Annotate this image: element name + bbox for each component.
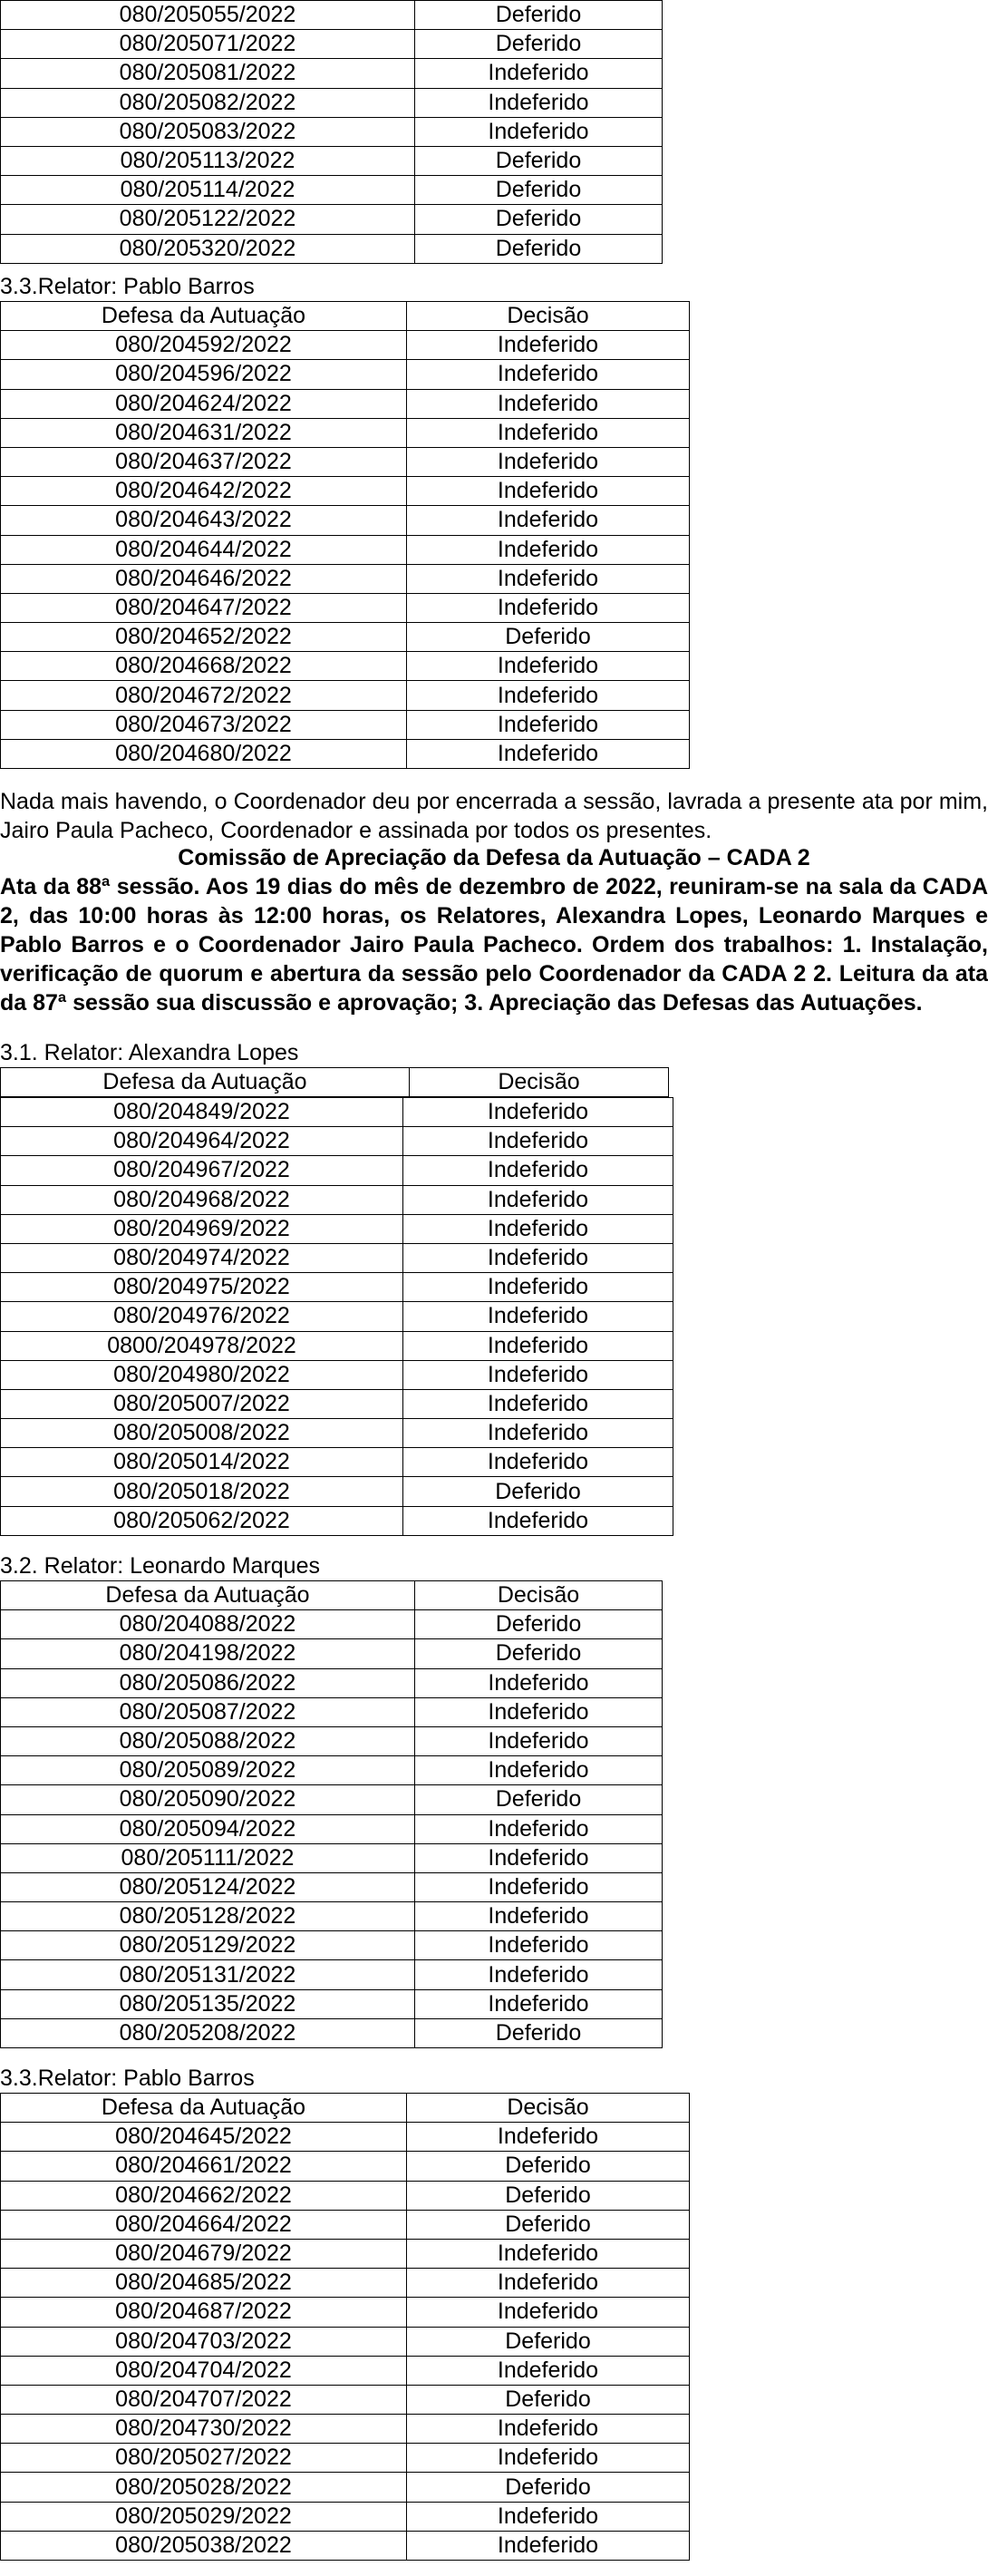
table-row [1,1331,673,1360]
cell-decisao: Indeferido [415,1872,663,1901]
cell-decisao: Deferido [415,2018,663,2047]
table-header-row [1,1581,663,1610]
cell-defesa-number: 080/205029/2022 [1,2502,407,2531]
cell-defesa-number: 080/205122/2022 [1,205,415,234]
cell-defesa-number: 080/205007/2022 [1,1389,403,1418]
cell-decisao: Indeferido [407,477,690,506]
cell-decisao: Indeferido [407,739,690,768]
table-row [1,1098,673,1127]
decision-table-leonardo-marques [0,1580,663,2048]
cell-defesa-number: 080/205124/2022 [1,1872,415,1901]
cell-defesa-number: 080/205111/2022 [1,1843,415,1872]
cell-decisao: Deferido [407,2473,690,2502]
cell-defesa-number: 080/204642/2022 [1,477,407,506]
table-row [1,1756,663,1785]
cell-defesa-number: 080/204592/2022 [1,331,407,360]
table-row [1,1389,673,1418]
table-row [1,205,663,234]
cell-defesa-number: 080/205028/2022 [1,2473,407,2502]
table-row [1,1989,663,2018]
cell-defesa-number: 080/204685/2022 [1,2269,407,2298]
cell-defesa-number: 080/205090/2022 [1,1785,415,1814]
cell-defesa-number: 080/204672/2022 [1,681,407,710]
table-row [1,2444,690,2473]
cell-decisao: Indeferido [407,535,690,564]
cell-decisao: Indeferido [403,1360,673,1389]
cell-defesa-number: 080/204704/2022 [1,2356,407,2385]
column-header-defesa: Defesa da Autuação [1,1068,410,1097]
cell-defesa-number: 080/205114/2022 [1,176,415,205]
table-header-row [1,302,690,331]
cell-defesa-number: 080/204673/2022 [1,710,407,739]
table-row [1,564,690,593]
cell-decisao: Indeferido [415,1989,663,2018]
cell-decisao: Indeferido [407,418,690,447]
cell-decisao: Indeferido [403,1243,673,1272]
table-header-row [1,1068,669,1097]
cell-defesa-number: 080/205055/2022 [1,1,415,30]
cell-decisao: Indeferido [407,2444,690,2473]
table-row [1,88,663,117]
table-row [1,1,663,30]
cell-defesa-number: 080/204975/2022 [1,1273,403,1302]
relator-heading-alexandra-lopes: 3.1. Relator: Alexandra Lopes [0,1040,299,1065]
cell-defesa-number: 080/205038/2022 [1,2531,407,2560]
table-row [1,681,690,710]
table-row [1,2018,663,2047]
cell-defesa-number: 080/205088/2022 [1,1726,415,1755]
cell-decisao: Indeferido [407,447,690,476]
table-row [1,477,690,506]
table-row [1,418,690,447]
cell-defesa-number: 080/204703/2022 [1,2327,407,2356]
table-row [1,2502,690,2531]
cell-decisao: Deferido [407,2385,690,2414]
cell-decisao: Indeferido [415,1668,663,1697]
cell-defesa-number: 080/205131/2022 [1,1960,415,1989]
cell-defesa-number: 080/204643/2022 [1,506,407,535]
cell-defesa-number: 080/204647/2022 [1,593,407,622]
cell-defesa-number: 080/204687/2022 [1,2298,407,2327]
cell-defesa-number: 080/204637/2022 [1,447,407,476]
cell-decisao: Indeferido [415,1756,663,1785]
cell-decisao: Indeferido [415,117,663,146]
cell-decisao: Indeferido [415,1931,663,1960]
cell-decisao: Deferido [407,2210,690,2239]
cell-defesa-number: 080/205018/2022 [1,1477,403,1506]
decision-table-pablo-barros-1 [0,301,690,769]
table-row [1,623,690,652]
cell-defesa-number: 080/204974/2022 [1,1243,403,1272]
cell-defesa-number: 080/205062/2022 [1,1506,403,1535]
cell-decisao: Deferido [415,30,663,59]
cell-defesa-number: 080/204662/2022 [1,2181,407,2210]
table-row [1,2473,690,2502]
cell-decisao: Indeferido [403,1273,673,1302]
cell-defesa-number: 080/205027/2022 [1,2444,407,2473]
cell-decisao: Indeferido [407,564,690,593]
cell-decisao: Deferido [415,1,663,30]
cell-defesa-number: 080/205208/2022 [1,2018,415,2047]
cell-defesa-number: 080/204088/2022 [1,1610,415,1639]
table-row [1,2152,690,2181]
table-row [1,1931,663,1960]
table-row [1,2269,690,2298]
closing-paragraph: Nada mais havendo, o Coordenador deu por encerrada a sessão, lavrada a presente ata por mim, Jairo Paula Pacheco, Coordenador e assinada por todos os presentes. [0,789,988,843]
relator-heading-pablo-barros-1: 3.3.Relator: Pablo Barros [0,274,255,299]
cell-defesa-number: 080/205094/2022 [1,1814,415,1843]
cell-defesa-number: 080/204596/2022 [1,360,407,389]
cell-defesa-number: 080/205086/2022 [1,1668,415,1697]
cell-defesa-number: 0800/204978/2022 [1,1331,403,1360]
cell-decisao: Indeferido [407,2239,690,2268]
table-row [1,176,663,205]
cell-defesa-number: 080/204644/2022 [1,535,407,564]
cell-decisao: Indeferido [403,1419,673,1448]
cell-defesa-number: 080/205113/2022 [1,146,415,175]
cell-defesa-number: 080/204980/2022 [1,1360,403,1389]
decision-table-header-alexandra-lopes [0,1067,669,1097]
cell-decisao: Deferido [415,1639,663,1668]
table-row [1,2415,690,2444]
cell-defesa-number: 080/204968/2022 [1,1185,403,1214]
cell-decisao: Deferido [407,2327,690,2356]
decision-table-pablo-barros-2 [0,2093,690,2561]
table-row [1,331,690,360]
table-row [1,1273,673,1302]
table-row [1,1697,663,1726]
cell-decisao: Indeferido [415,1697,663,1726]
table-row [1,652,690,681]
table-row [1,1156,673,1185]
table-row [1,1185,673,1214]
cell-decisao: Deferido [407,623,690,652]
cell-decisao: Indeferido [403,1156,673,1185]
cell-defesa-number: 080/205135/2022 [1,1989,415,2018]
cell-decisao: Indeferido [407,593,690,622]
column-header-defesa: Defesa da Autuação [1,302,407,331]
cell-defesa-number: 080/204707/2022 [1,2385,407,2414]
cell-defesa-number: 080/204680/2022 [1,739,407,768]
cell-decisao: Indeferido [407,2356,690,2385]
table-row [1,234,663,263]
cell-decisao: Deferido [407,2152,690,2181]
cell-decisao: Indeferido [403,1389,673,1418]
cell-decisao: Indeferido [415,1960,663,1989]
cell-decisao: Indeferido [415,1843,663,1872]
cell-defesa-number: 080/205008/2022 [1,1419,403,1448]
cell-defesa-number: 080/205128/2022 [1,1902,415,1931]
cell-decisao: Indeferido [407,360,690,389]
cell-decisao: Indeferido [415,1902,663,1931]
cell-defesa-number: 080/205320/2022 [1,234,415,263]
cell-decisao: Deferido [415,234,663,263]
table-row [1,1419,673,1448]
table-row [1,146,663,175]
cell-defesa-number: 080/205089/2022 [1,1756,415,1785]
cell-defesa-number: 080/204646/2022 [1,564,407,593]
table-row [1,535,690,564]
table-row [1,1843,663,1872]
table-row [1,1726,663,1755]
table-row [1,1448,673,1477]
table-row [1,710,690,739]
cell-defesa-number: 080/205087/2022 [1,1697,415,1726]
cell-defesa-number: 080/204664/2022 [1,2210,407,2239]
table-row [1,593,690,622]
cell-defesa-number: 080/204661/2022 [1,2152,407,2181]
table-row [1,1814,663,1843]
cell-defesa-number: 080/205071/2022 [1,30,415,59]
cell-decisao: Deferido [415,146,663,175]
table-row [1,2327,690,2356]
table-row [1,739,690,768]
decision-table-alexandra-lopes [0,1097,673,1536]
cell-decisao: Indeferido [407,389,690,418]
cell-defesa-number: 080/205083/2022 [1,117,415,146]
table-row [1,1506,673,1535]
cell-decisao: Indeferido [407,2415,690,2444]
table-row [1,1243,673,1272]
cell-decisao: Deferido [415,205,663,234]
cell-defesa-number: 080/204849/2022 [1,1098,403,1127]
cell-decisao: Indeferido [415,59,663,88]
table-row [1,1639,663,1668]
table-row [1,2298,690,2327]
column-header-decisao: Decisão [415,1581,663,1610]
cell-decisao: Indeferido [407,2123,690,2152]
cell-defesa-number: 080/204969/2022 [1,1214,403,1243]
cell-decisao: Indeferido [415,1814,663,1843]
cell-defesa-number: 080/204631/2022 [1,418,407,447]
relator-heading-leonardo-marques: 3.2. Relator: Leonardo Marques [0,1553,320,1579]
cell-defesa-number: 080/205082/2022 [1,88,415,117]
table-row [1,2531,690,2560]
cell-decisao: Indeferido [407,2298,690,2327]
cell-decisao: Indeferido [407,2531,690,2560]
table-row [1,389,690,418]
cell-defesa-number: 080/204976/2022 [1,1302,403,1331]
cell-decisao: Indeferido [403,1214,673,1243]
table-row [1,2356,690,2385]
cell-decisao: Deferido [403,1477,673,1506]
table-row [1,1127,673,1156]
cell-decisao: Indeferido [407,652,690,681]
table-row [1,2210,690,2239]
cell-decisao: Indeferido [403,1127,673,1156]
table-row [1,1477,673,1506]
cell-defesa-number: 080/204624/2022 [1,389,407,418]
column-header-defesa: Defesa da Autuação [1,2094,407,2123]
cell-defesa-number: 080/204964/2022 [1,1127,403,1156]
session-intro-paragraph: Ata da 88ª sessão. Aos 19 dias do mês de dezembro de 2022, reuniram-se na sala da CADA 2, das 10:00 horas às 12:00 horas, os Relatores, Alexandra Lopes, Leonardo Marques e Pablo Barros e o Coordenador Jairo Paula Pacheco. Ordem dos trabalhos: 1. Instalação, verificação de quorum e abertura da sessão pelo Coordenador da CADA 2 2. Leitura da ata da 87ª sessão sua discussão e aprovação; 3. Apreciação das Defesas das Autuações. [0,874,988,1016]
cell-decisao: Indeferido [403,1098,673,1127]
cell-defesa-number: 080/204967/2022 [1,1156,403,1185]
table-row [1,2385,690,2414]
cell-defesa-number: 080/204652/2022 [1,623,407,652]
cell-defesa-number: 080/205081/2022 [1,59,415,88]
column-header-decisao: Decisão [407,2094,690,2123]
cell-defesa-number: 080/204198/2022 [1,1639,415,1668]
table-row [1,2239,690,2268]
cell-decisao: Indeferido [415,88,663,117]
relator-heading-pablo-barros-2: 3.3.Relator: Pablo Barros [0,2066,255,2091]
table-row [1,1960,663,1989]
column-header-decisao: Decisão [407,302,690,331]
cell-defesa-number: 080/204668/2022 [1,652,407,681]
table-row [1,2123,690,2152]
cell-decisao: Deferido [407,2181,690,2210]
cell-decisao: Indeferido [407,2502,690,2531]
table-row [1,59,663,88]
cell-decisao: Deferido [415,176,663,205]
column-header-decisao: Decisão [410,1068,669,1097]
cell-decisao: Deferido [415,1785,663,1814]
table-row [1,1902,663,1931]
cell-decisao: Indeferido [403,1185,673,1214]
table-row [1,506,690,535]
table-row [1,1610,663,1639]
cell-defesa-number: 080/204679/2022 [1,2239,407,2268]
table-row [1,1872,663,1901]
cell-decisao: Indeferido [403,1302,673,1331]
cell-decisao: Indeferido [415,1726,663,1755]
table-row [1,360,690,389]
decision-table-continuation [0,0,663,264]
cell-defesa-number: 080/205129/2022 [1,1931,415,1960]
cell-decisao: Indeferido [403,1506,673,1535]
cell-decisao: Indeferido [407,331,690,360]
cell-decisao: Indeferido [407,681,690,710]
table-row [1,1785,663,1814]
table-row [1,1360,673,1389]
column-header-defesa: Defesa da Autuação [1,1581,415,1610]
cell-defesa-number: 080/204730/2022 [1,2415,407,2444]
cell-decisao: Indeferido [407,506,690,535]
cell-defesa-number: 080/205014/2022 [1,1448,403,1477]
cell-decisao: Indeferido [403,1331,673,1360]
table-header-row [1,2094,690,2123]
cell-defesa-number: 080/204645/2022 [1,2123,407,2152]
table-row [1,30,663,59]
table-row [1,117,663,146]
cell-decisao: Indeferido [407,2269,690,2298]
cell-decisao: Indeferido [407,710,690,739]
table-row [1,1668,663,1697]
table-row [1,2181,690,2210]
table-row [1,447,690,476]
table-row [1,1302,673,1331]
table-row [1,1214,673,1243]
section-title: Comissão de Apreciação da Defesa da Autuação – CADA 2 [178,845,810,870]
cell-decisao: Deferido [415,1610,663,1639]
cell-decisao: Indeferido [403,1448,673,1477]
